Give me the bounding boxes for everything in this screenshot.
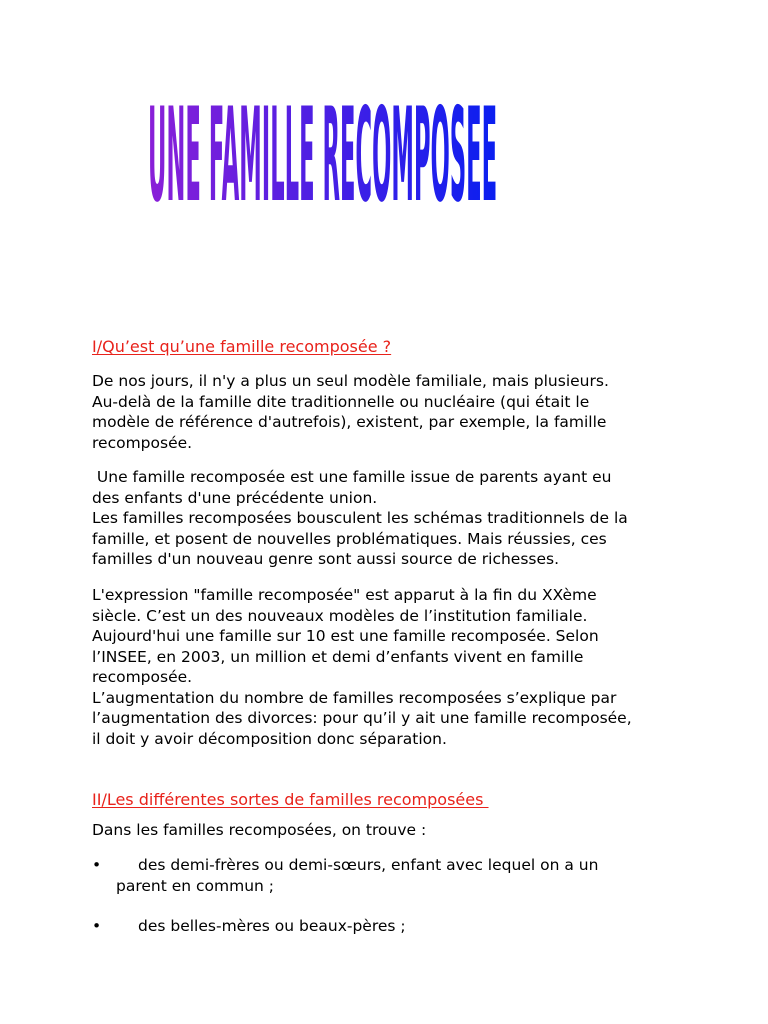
text-line: parent en commun ; [116, 877, 275, 895]
text-line: De nos jours, il n'y a plus un seul modèle familiale, mais plusieurs. [92, 372, 609, 390]
section1-paragraph-3 [92, 585, 692, 749]
text-line: Une famille recomposée est une famille issue de parents ayant eu [92, 468, 612, 486]
text-line: recomposée. [92, 668, 193, 686]
section1-paragraph-2 [92, 467, 692, 570]
text-line: Aujourd'hui une famille sur 10 est une famille recomposée. Selon [92, 627, 599, 645]
text-line: familles d'un nouveau genre sont aussi source de richesses. [92, 550, 560, 568]
section1-heading: I/Qu’est qu’une famille recomposée ? [92, 337, 392, 356]
bullet-icon: • [92, 917, 102, 935]
text-line: L’augmentation du nombre de familles recomposées s’explique par [92, 688, 617, 707]
section1-paragraph-1 [92, 371, 692, 453]
text-line: l’augmentation des divorces: pour qu’il y ait une famille recomposée, [92, 709, 632, 727]
text-line: des demi-frères ou demi-sœurs, enfant avec lequel on a un [138, 856, 599, 874]
text-line: famille, et posent de nouvelles problématiques. Mais réussies, ces [92, 529, 607, 548]
text-line: des belles-mères ou beaux-pères ; [138, 917, 406, 935]
bullet-icon: • [92, 856, 102, 874]
text-line: modèle de référence d'autrefois), existent, par exemple, la famille [92, 413, 607, 431]
text-line: Les familles recomposées bousculent les schémas traditionnels de la [92, 509, 628, 527]
wordart-title-svg [148, 82, 628, 212]
title-text: UNE FAMILLE RECOMPOSEE [148, 82, 498, 212]
text-line: des enfants d'une précédente union. [92, 488, 378, 507]
text-line: L'expression "famille recomposée" est apparut à la fin du XXème [92, 586, 597, 604]
text-line: Au-delà de la famille dite traditionnelle ou nucléaire (qui était le [92, 392, 590, 411]
text-line: recomposée. [92, 433, 193, 452]
wordart-title [148, 82, 628, 212]
text-line: l’INSEE, en 2003, un million et demi d’enfants vivent en famille [92, 647, 584, 666]
text-line: il doit y avoir décomposition donc séparation. [92, 729, 447, 748]
list-item-text [116, 855, 676, 897]
text-line: siècle. C’est un des nouveaux modèles de l’institution familiale. [92, 606, 588, 625]
section2-intro [92, 820, 692, 841]
text-line: Dans les familles recomposées, on trouve : [92, 821, 427, 839]
section2-heading: II/Les différentes sortes de familles recomposées [92, 790, 489, 809]
list-item-text [116, 916, 676, 937]
